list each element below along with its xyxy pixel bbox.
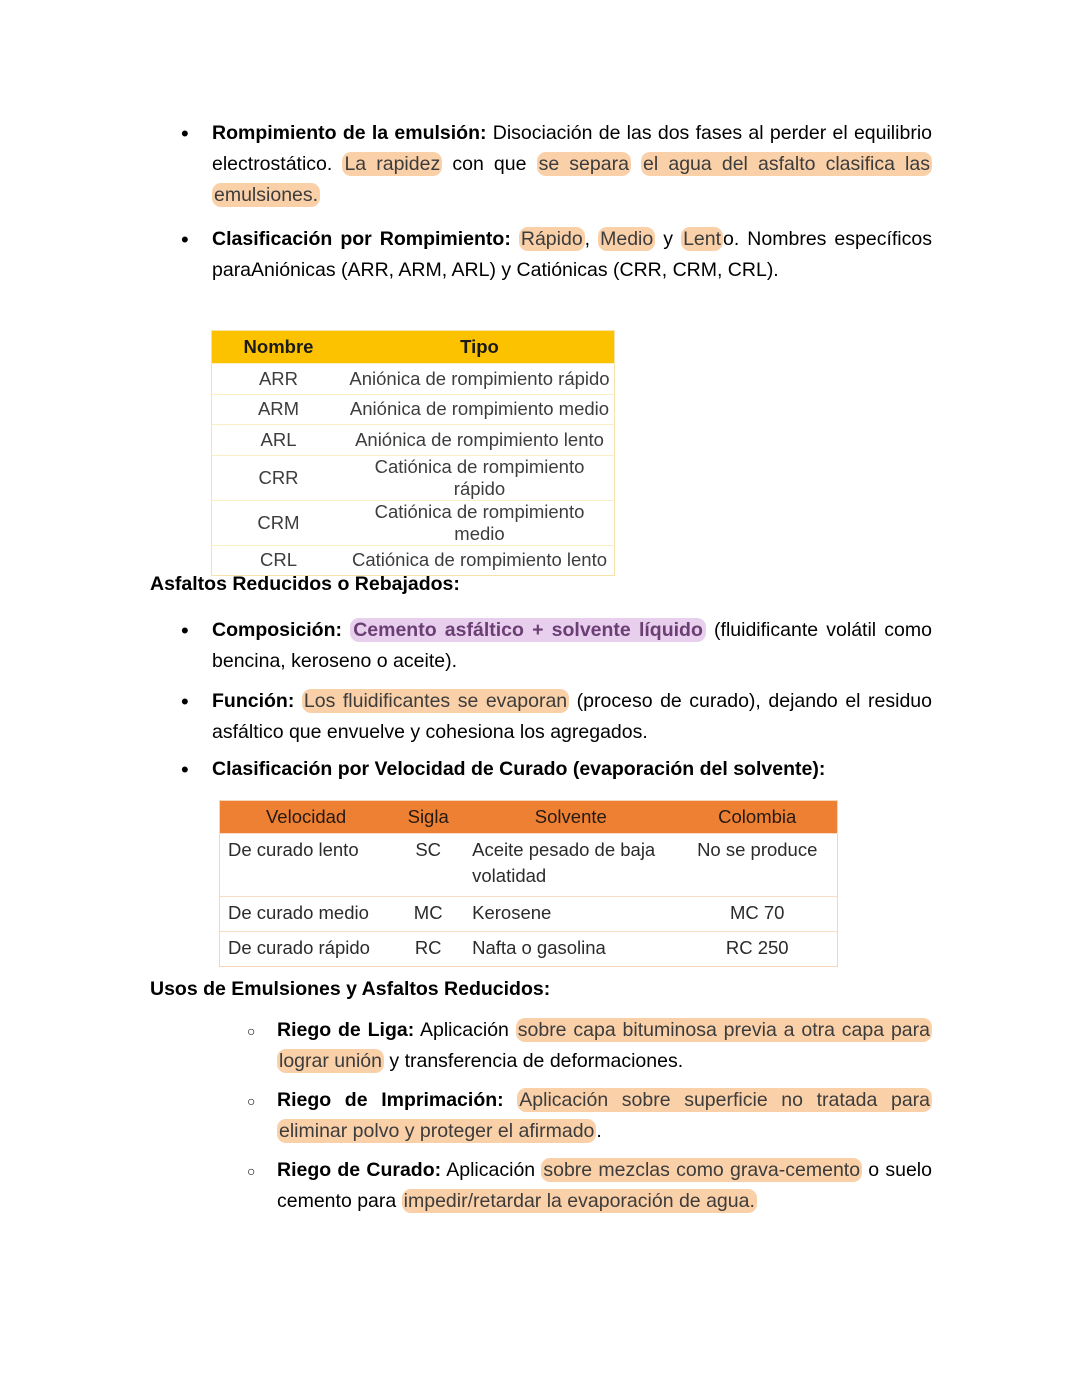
list-item-label: Función: [212, 690, 295, 712]
table-row [220, 897, 838, 932]
table-header-row [220, 801, 838, 834]
highlight-orange: se separa [538, 153, 629, 175]
sub-bullet-marker [247, 1085, 255, 1118]
list-item [150, 686, 932, 748]
sub-bullet-riego-imprimacion [235, 1085, 932, 1147]
cell-solvente: Aceite pesado de baja volatidad [464, 834, 677, 897]
list-item [235, 1015, 932, 1077]
bullet-marker [181, 686, 189, 719]
highlight-orange: sobre capa bituminosa previa a otra capa para lograr unión [279, 1019, 930, 1072]
cell-tipo: Aniónica de rompimiento rápido [345, 364, 615, 395]
cell-nombre: CRL [212, 545, 346, 576]
bullet-list-emulsiones [150, 118, 932, 211]
column-header-colombia: Colombia [677, 801, 837, 834]
list-item-label: Rompimiento de la emulsión: [212, 122, 487, 144]
cell-solvente: Nafta o gasolina [464, 932, 677, 967]
cell-nombre: CRR [212, 455, 346, 500]
table-row [212, 455, 615, 500]
list-item [235, 1085, 932, 1147]
sub-bullet-marker [247, 1015, 255, 1048]
heading-asfaltos-reducidos: Asfaltos Reducidos o Rebajados: [150, 573, 460, 595]
list-item-label: Composición: [212, 619, 342, 641]
highlight-purple: Cemento asfáltico + solvente líquido [350, 618, 706, 642]
list-item-text: Cemento asfáltico + solvente líquido (fluidificante volátil como bencina, keroseno o aceite). [212, 619, 932, 672]
cell-velocidad: De curado medio [220, 897, 393, 932]
table-row [220, 932, 838, 967]
list-item [150, 615, 932, 677]
bullet-marker [181, 754, 189, 787]
table-row [212, 425, 615, 456]
bullet-composicion [150, 615, 932, 677]
list-item-label: Riego de Curado: [277, 1159, 442, 1181]
column-header-nombre: Nombre [212, 331, 346, 364]
column-header-sigla: Sigla [392, 801, 464, 834]
cell-colombia: No se produce [677, 834, 837, 897]
bullet-clasificacion-curado [150, 754, 932, 785]
highlight-orange: Rápido [520, 228, 583, 250]
cell-sigla: SC [392, 834, 464, 897]
table-row [212, 394, 615, 425]
highlight-orange: Los fluidificantes se evaporan [303, 690, 568, 712]
bullet-marker [181, 615, 189, 648]
cell-nombre: ARR [212, 364, 346, 395]
cell-colombia: MC 70 [677, 897, 837, 932]
sub-bullet-riego-liga [235, 1015, 932, 1077]
table-row [220, 834, 838, 897]
list-item [150, 118, 932, 211]
highlight-orange: impedir/retardar la evaporación de agua. [403, 1190, 755, 1212]
cell-tipo: Catiónica de rompimiento lento [345, 545, 615, 576]
table-emulsiones [211, 330, 615, 576]
list-item-text: Disociación de las dos fases al perder el equilibrio electrostático. La rapidez con que se separa el agua del asfalto clasifica las emulsiones. [212, 122, 932, 206]
cell-tipo: Catiónica de rompimiento medio [345, 500, 615, 545]
list-item [150, 224, 932, 286]
cell-nombre: ARL [212, 425, 346, 456]
cell-velocidad: De curado lento [220, 834, 393, 897]
list-item-text: Aplicación sobre mezclas como grava-cemento o suelo cemento para impedir/retardar la evaporación de agua. [277, 1159, 932, 1212]
cell-tipo: Aniónica de rompimiento lento [345, 425, 615, 456]
highlight-orange: Aplicación sobre superficie no tratada para eliminar polvo y proteger el afirmado [279, 1089, 930, 1142]
sub-bullet-marker [247, 1155, 255, 1188]
list-item-label: Clasificación por Rompimiento: [212, 228, 511, 250]
table-row [212, 500, 615, 545]
cell-velocidad: De curado rápido [220, 932, 393, 967]
heading-usos: Usos de Emulsiones y Asfaltos Reducidos: [150, 978, 551, 1000]
column-header-tipo: Tipo [345, 331, 615, 364]
column-header-velocidad: Velocidad [220, 801, 393, 834]
cell-solvente: Kerosene [464, 897, 677, 932]
highlight-orange: La rapidez [344, 153, 441, 175]
list-item-text: Aplicación sobre superficie no tratada para eliminar polvo y proteger el afirmado . [279, 1089, 930, 1142]
highlight-orange: el agua del asfalto clasifica las emulsiones. [214, 153, 930, 206]
list-item [235, 1155, 932, 1217]
list-item-label: Riego de Liga: [277, 1019, 415, 1041]
list-item-text: Aplicación sobre capa bituminosa previa a otra capa para lograr unión y transferencia de deformaciones. [279, 1019, 930, 1072]
cell-sigla: MC [392, 897, 464, 932]
list-item-text: Rápido , Medio y Lent o. Nombres específicos paraAniónicas (ARR, ARM, ARL) y Catiónicas (CRR, CRM, CRL). [212, 228, 932, 281]
cell-nombre: ARM [212, 394, 346, 425]
highlight-orange: Lent [683, 228, 722, 250]
list-item-text: Los fluidificantes se evaporan (proceso de curado), dejando el residuo asfáltico que envuelve y cohesiona los agregados. [212, 690, 932, 743]
bullet-list-clasificacion [150, 224, 932, 286]
column-header-solvente: Solvente [464, 801, 677, 834]
sub-bullet-riego-curado [235, 1155, 932, 1217]
list-item-label: Riego de Imprimación: [277, 1089, 504, 1111]
cell-tipo: Aniónica de rompimiento medio [345, 394, 615, 425]
bullet-marker [181, 118, 189, 151]
cell-nombre: CRM [212, 500, 346, 545]
table-row [212, 364, 615, 395]
table-header-row [212, 331, 615, 364]
highlight-orange: Medio [600, 228, 654, 250]
bullet-marker [181, 224, 189, 257]
table-velocidad-curado [219, 800, 838, 967]
bullet-funcion [150, 686, 932, 748]
cell-colombia: RC 250 [677, 932, 837, 967]
list-item [150, 754, 932, 785]
list-item-label: Clasificación por Velocidad de Curado (evaporación del solvente): [212, 758, 826, 780]
cell-sigla: RC [392, 932, 464, 967]
highlight-orange: sobre mezclas como grava-cemento [543, 1159, 861, 1181]
cell-tipo: Catiónica de rompimiento rápido [345, 455, 615, 500]
